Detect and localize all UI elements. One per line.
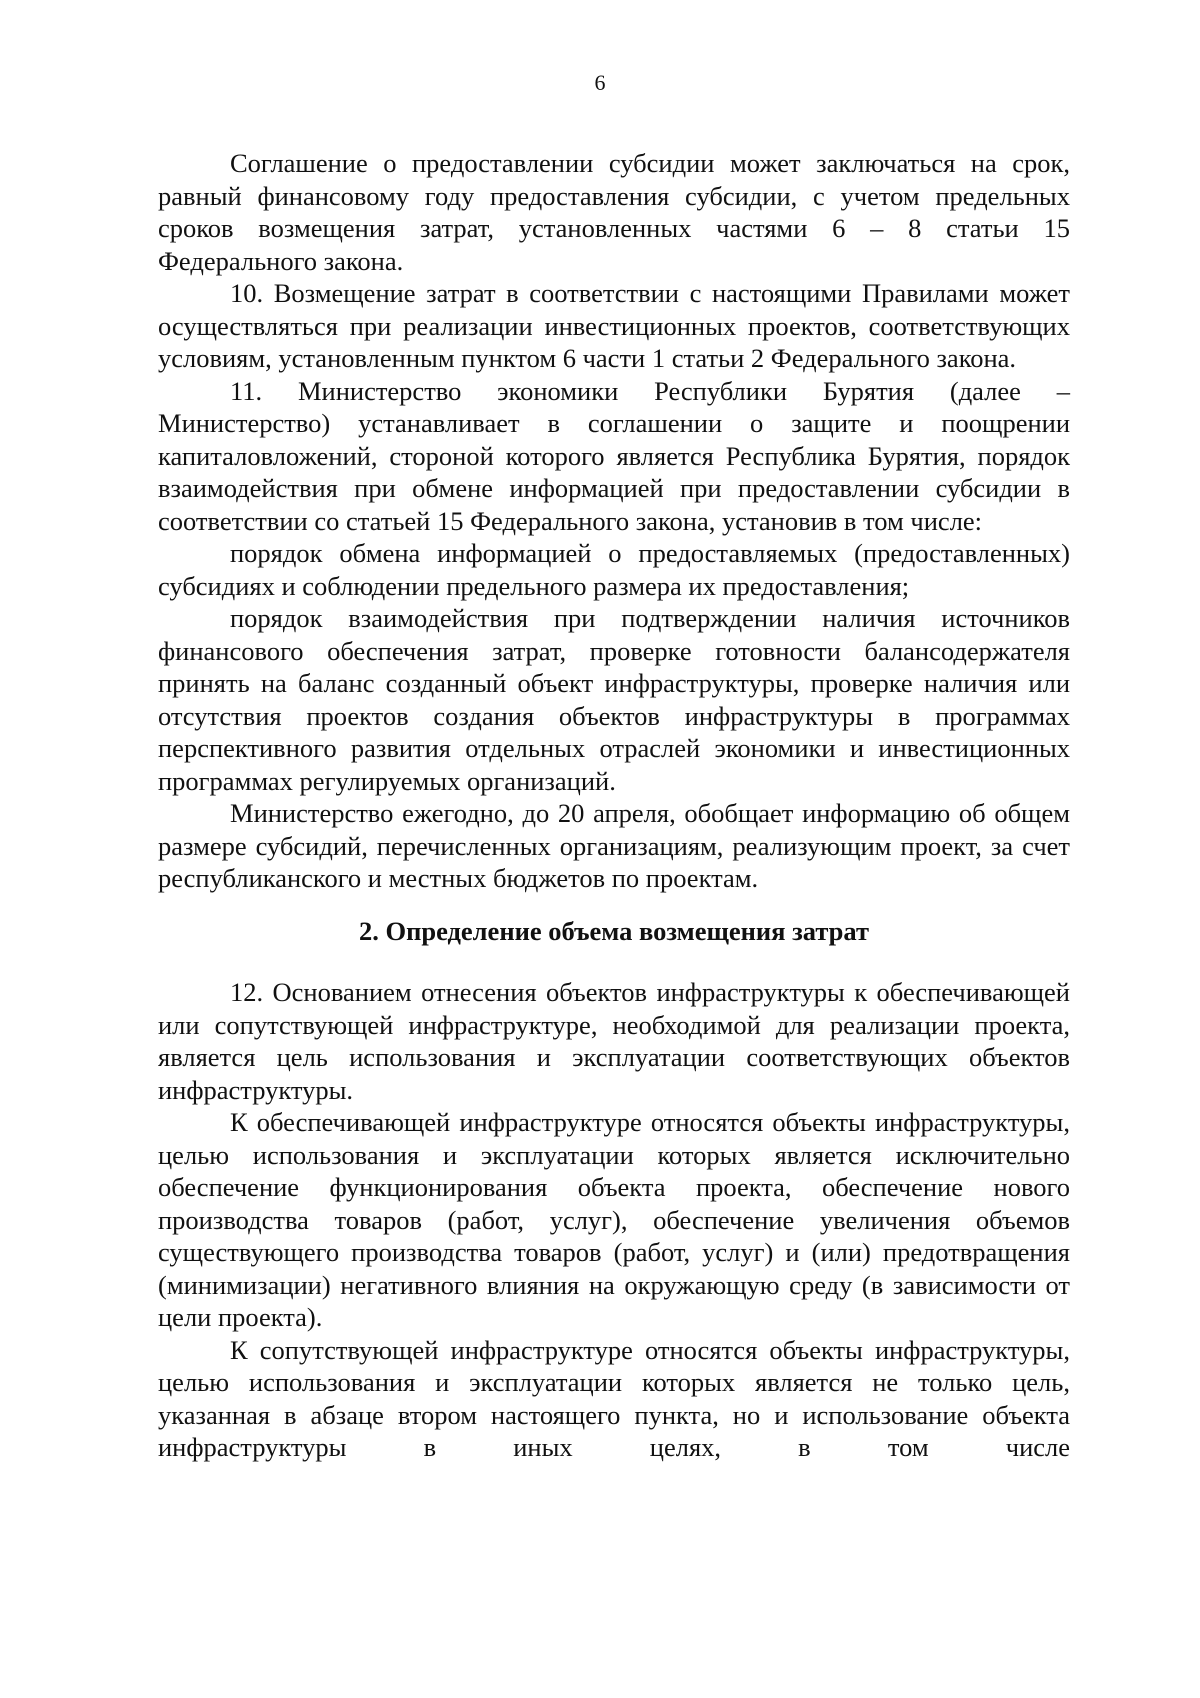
paragraph-interaction-order: порядок взаимодействия при подтверждении наличия источников финансового обеспечения затрат, проверке готовности балансодержателя принять на баланс созданный объект инфраструктуры, проверке наличия или отсутствия проектов создания объектов инфраструктуры в программах перспективного развития отдельных отраслей экономики и инвестиционных программах регулируемых организаций. [158,603,1070,796]
paragraph-exchange-order: порядок обмена информацией о предоставляемых (предоставленных) субсидиях и соблюдении предельного размера их предоставления; [158,538,1070,601]
paragraph-providing-infrastructure: К обеспечивающей инфраструктуре относятся объекты инфраструктуры, целью использования и эксплуатации которых является исключительно обеспечение функционирования объекта проекта, обеспечение нового производства товаров (работ, услуг), обеспечение увеличения объемов существующего производства товаров (работ, услуг) и (или) предотвращения (минимизации) негативного влияния на окружающую среду (в зависимости от цели проекта). [158,1107,1070,1332]
paragraph-item-12: 12. Основанием отнесения объектов инфраструктуры к обеспечивающей или сопутствующей инфраструктуре, необходимой для реализации проекта, является цель использования и эксплуатации соответствующих объектов инфраструктуры. [158,977,1070,1105]
paragraph-accompanying-infrastructure: К сопутствующей инфраструктуре относятся объекты инфраструктуры, целью использования и эксплуатации которых является не только цель, указанная в абзаце втором настоящего пункта, но и использование объекта инфраструктуры в иных целях, в том числе [158,1334,1070,1462]
paragraph-item-10: 10. Возмещение затрат в соответствии с настоящими Правилами может осуществляться при реализации инвестиционных проектов, соответствующих условиям, установленным пунктом 6 части 1 статьи 2 Федерального закона. [158,278,1070,373]
paragraph-agreement-term: Соглашение о предоставлении субсидии может заключаться на срок, равный финансовому году предоставления субсидии, с учетом предельных сроков возмещения затрат, установленных частями 6 – 8 статьи 15 Федерального закона. [158,148,1070,276]
document-body [158,147,1070,1464]
paragraph-item-11: 11. Министерство экономики Республики Бурятия (далее – Министерство) устанавливает в соглашении о защите и поощрении капиталовложений, стороной которого является Республика Бурятия, порядок взаимодействия при обмене информацией при предоставлении субсидии в соответствии со статьей 15 Федерального закона, установив в том числе: [158,375,1070,536]
page-number: 6 [594,70,606,95]
paragraph-ministry-annual: Министерство ежегодно, до 20 апреля, обобщает информацию об общем размере субсидий, перечисленных организациям, реализующим проект, за счет республиканского и местных бюджетов по проектам. [158,798,1070,893]
section-heading: 2. Определение объема возмещения затрат [358,915,870,946]
